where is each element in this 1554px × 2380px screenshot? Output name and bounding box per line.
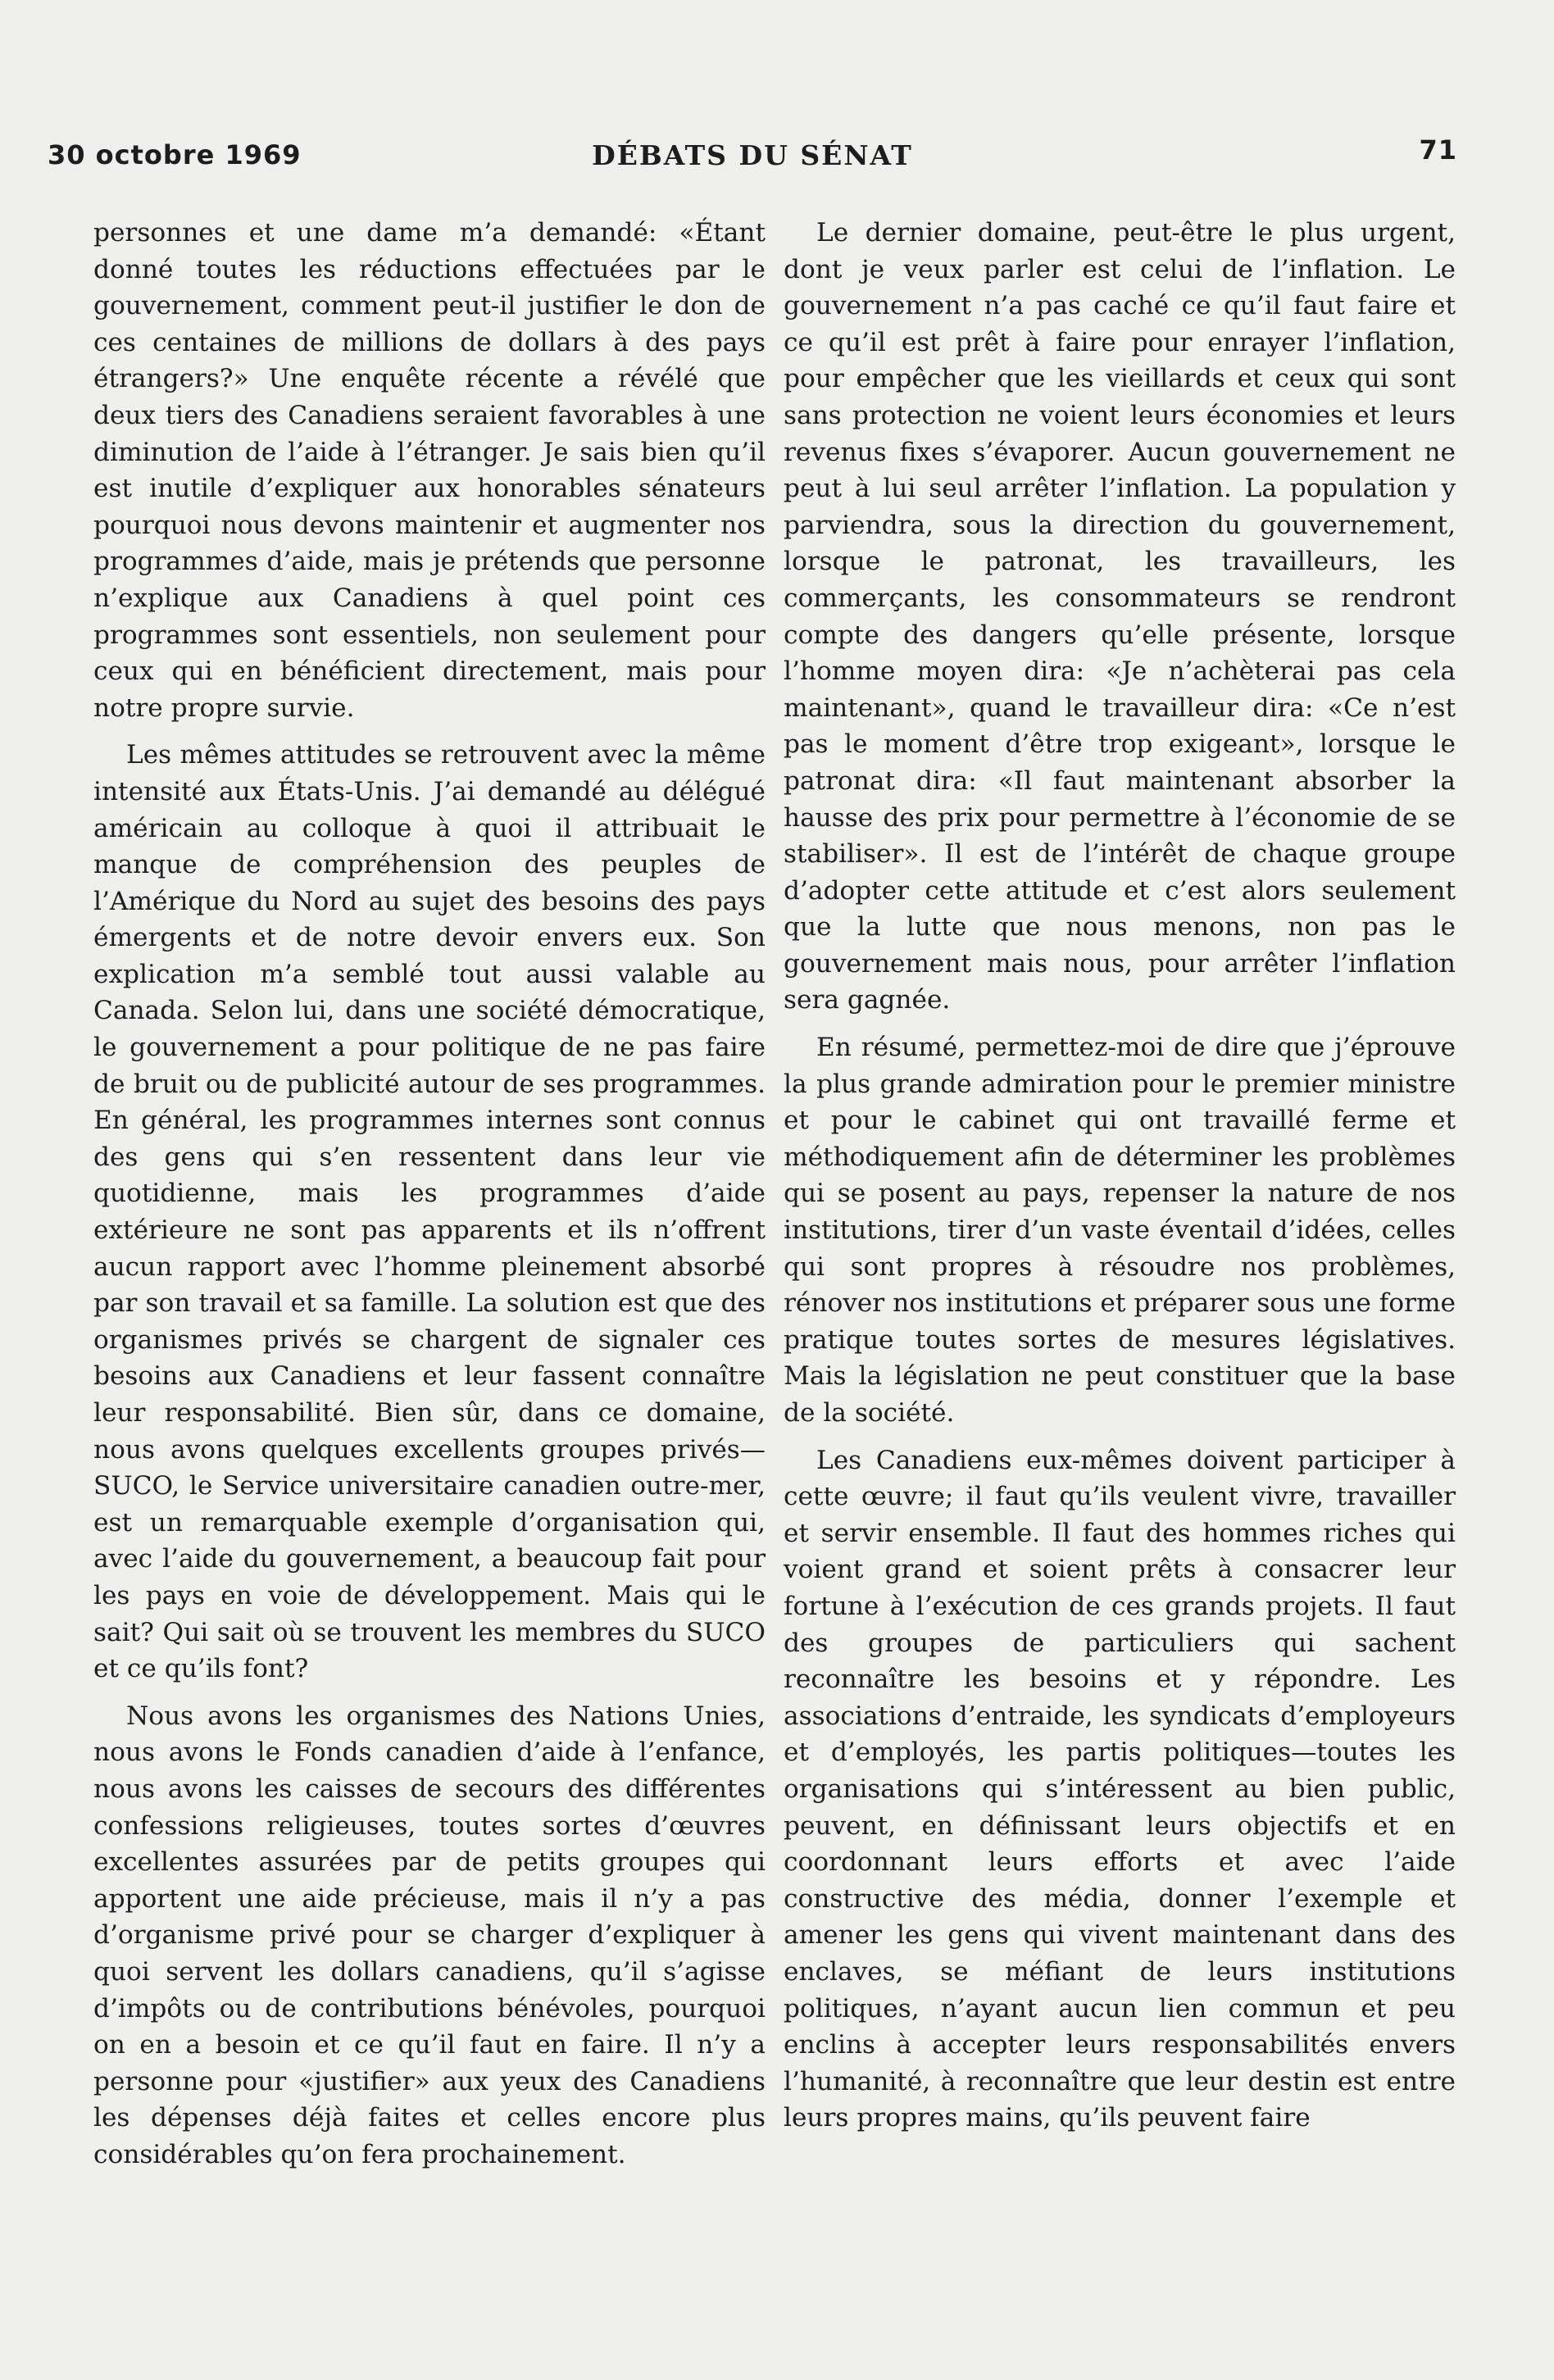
paragraph: Nous avons les organismes des Nations Unies, nous avons le Fonds canadien d’aide à l’enfance, nous avons les caisses de secours des différentes confessions religieuses, toutes sortes d’œuvres excellentes assurées par de petits groupes qui apportent une aide précieuse, mais il n’y a pas d’organisme privé pour se charger d’expliquer à quoi servent les dollars canadiens, qu’il s’agisse d’impôts ou de contributions bénévoles, pourquoi on en a besoin et ce qu’il faut en faire. Il n’y a personne pour «justifier» aux yeux des Canadiens les dépenses déjà faites et celles encore plus considérables qu’on fera prochainement. <box>93 1701 766 2169</box>
paragraph: Les mêmes attitudes se retrouvent avec la même intensité aux États-Unis. J’ai demandé au délégué américain au colloque à quoi il attribuait le manque de compréhension des peuples de l’Amérique du Nord au sujet des besoins des pays émergents et de notre devoir envers eux. Son explication m’a semblé tout aussi valable au Canada. Selon lui, dans une société démocratique, le gouvernement a pour politique de ne pas faire de bruit ou de publicité autour de ses programmes. En général, les programmes internes sont connus des gens qui s’en ressentent dans leur vie quotidienne, mais les programmes d’aide extérieure ne sont pas apparents et ils n’offrent aucun rapport avec l’homme pleinement absorbé par son travail et sa famille. La solution est que des organismes privés se chargent de signaler ces besoins aux Canadiens et leur fassent connaître leur responsabilité. Bien sûr, dans ce domaine, nous avons quelques excellents groupes privés—SUCO, le Service universitaire canadien outre-mer, est un remarquable exemple d’organisation qui, avec l’aide du gouvernement, a beaucoup fait pour les pays en voie de développement. Mais qui le sait? Qui sait où se trouvent les membres du SUCO et ce qu’ils font? <box>93 740 766 1684</box>
header-date: 30 octobre 1969 <box>48 139 302 170</box>
page-number: 71 <box>1419 134 1457 166</box>
paragraph: Le dernier domaine, peut-être le plus urgent, dont je veux parler est celui de l’inflation. Le gouvernement n’a pas caché ce qu’il faut faire et ce qu’il est prêt à faire pour enrayer l’inflation, pour empêcher que les vieillards et ceux qui sont sans protection ne voient leurs économies et leurs revenus fixes s’évaporer. Aucun gouvernement ne peut à lui seul arrêter l’inflation. La population y parviendra, sous la direction du gouvernement, lorsque le patronat, les travailleurs, les commerçants, les consommateurs se rendront compte des dangers qu’elle présente, lorsque l’homme moyen dira: «Je n’achèterai pas cela maintenant», quand le travailleur dira: «Ce n’est pas le moment d’être trop exigeant», lorsque le patronat dira: «Il faut maintenant absorber la hausse des prix pour permettre à l’économie de se stabiliser». Il est de l’intérêt de chaque groupe d’adopter cette attitude et c’est alors seulement que la lutte que nous menons, non pas le gouvernement mais nous, pour arrêter l’inflation sera gagnée. <box>784 218 1456 1015</box>
right-column <box>784 215 1456 2147</box>
page-header <box>48 134 1457 180</box>
paragraph: En résumé, permettez-moi de dire que j’éprouve la plus grande admiration pour le premier ministre et pour le cabinet qui ont travaillé ferme et méthodiquement afin de déterminer les problèmes qui se posent au pays, repenser la nature de nos institutions, tirer d’un vaste éventail d’idées, celles qui sont propres à résoudre nos problèmes, rénover nos institutions et préparer sous une forme pratique toutes sortes de mesures législatives. Mais la législation ne peut constituer que la base de la société. <box>784 1033 1456 1428</box>
left-column <box>93 215 766 2183</box>
paragraph: personnes et une dame m’a demandé: «Étant donné toutes les réductions effectuées par le gouvernement, comment peut-il justifier le don de ces centaines de millions de dollars à des pays étrangers?» Une enquête récente a révélé que deux tiers des Canadiens seraient favorables à une diminution de l’aide à l’étranger. Je sais bien qu’il est inutile d’expliquer aux honorables sénateurs pourquoi nous devons maintenir et augmenter nos programmes d’aide, mais je prétends que personne n’explique aux Canadiens à quel point ces programmes sont essentiels, non seulement pour ceux qui en bénéficient directement, mais pour notre propre survie. <box>93 218 766 723</box>
paragraph: Les Canadiens eux-mêmes doivent participer à cette œuvre; il faut qu’ils veulent vivre, travailler et servir ensemble. Il faut des hommes riches qui voient grand et soient prêts à consacrer leur fortune à l’exécution de ces grands projets. Il faut des groupes de particuliers qui sachent reconnaître les besoins et y répondre. Les associations d’entraide, les syndicats d’employeurs et d’employés, les partis politiques—toutes les organisations qui s’intéressent au bien public, peuvent, en définissant leurs objectifs et en coordonnant leurs efforts et avec l’aide constructive des média, donner l’exemple et amener les gens qui vivent maintenant dans des enclaves, se méfiant de leurs institutions politiques, n’ayant aucun lien commun et peu enclins à accepter leurs responsabilités envers l’humanité, à reconnaître que leur destin est entre leurs propres mains, qu’ils peuvent faire <box>784 1445 1456 2133</box>
header-title: DÉBATS DU SÉNAT <box>592 139 913 171</box>
